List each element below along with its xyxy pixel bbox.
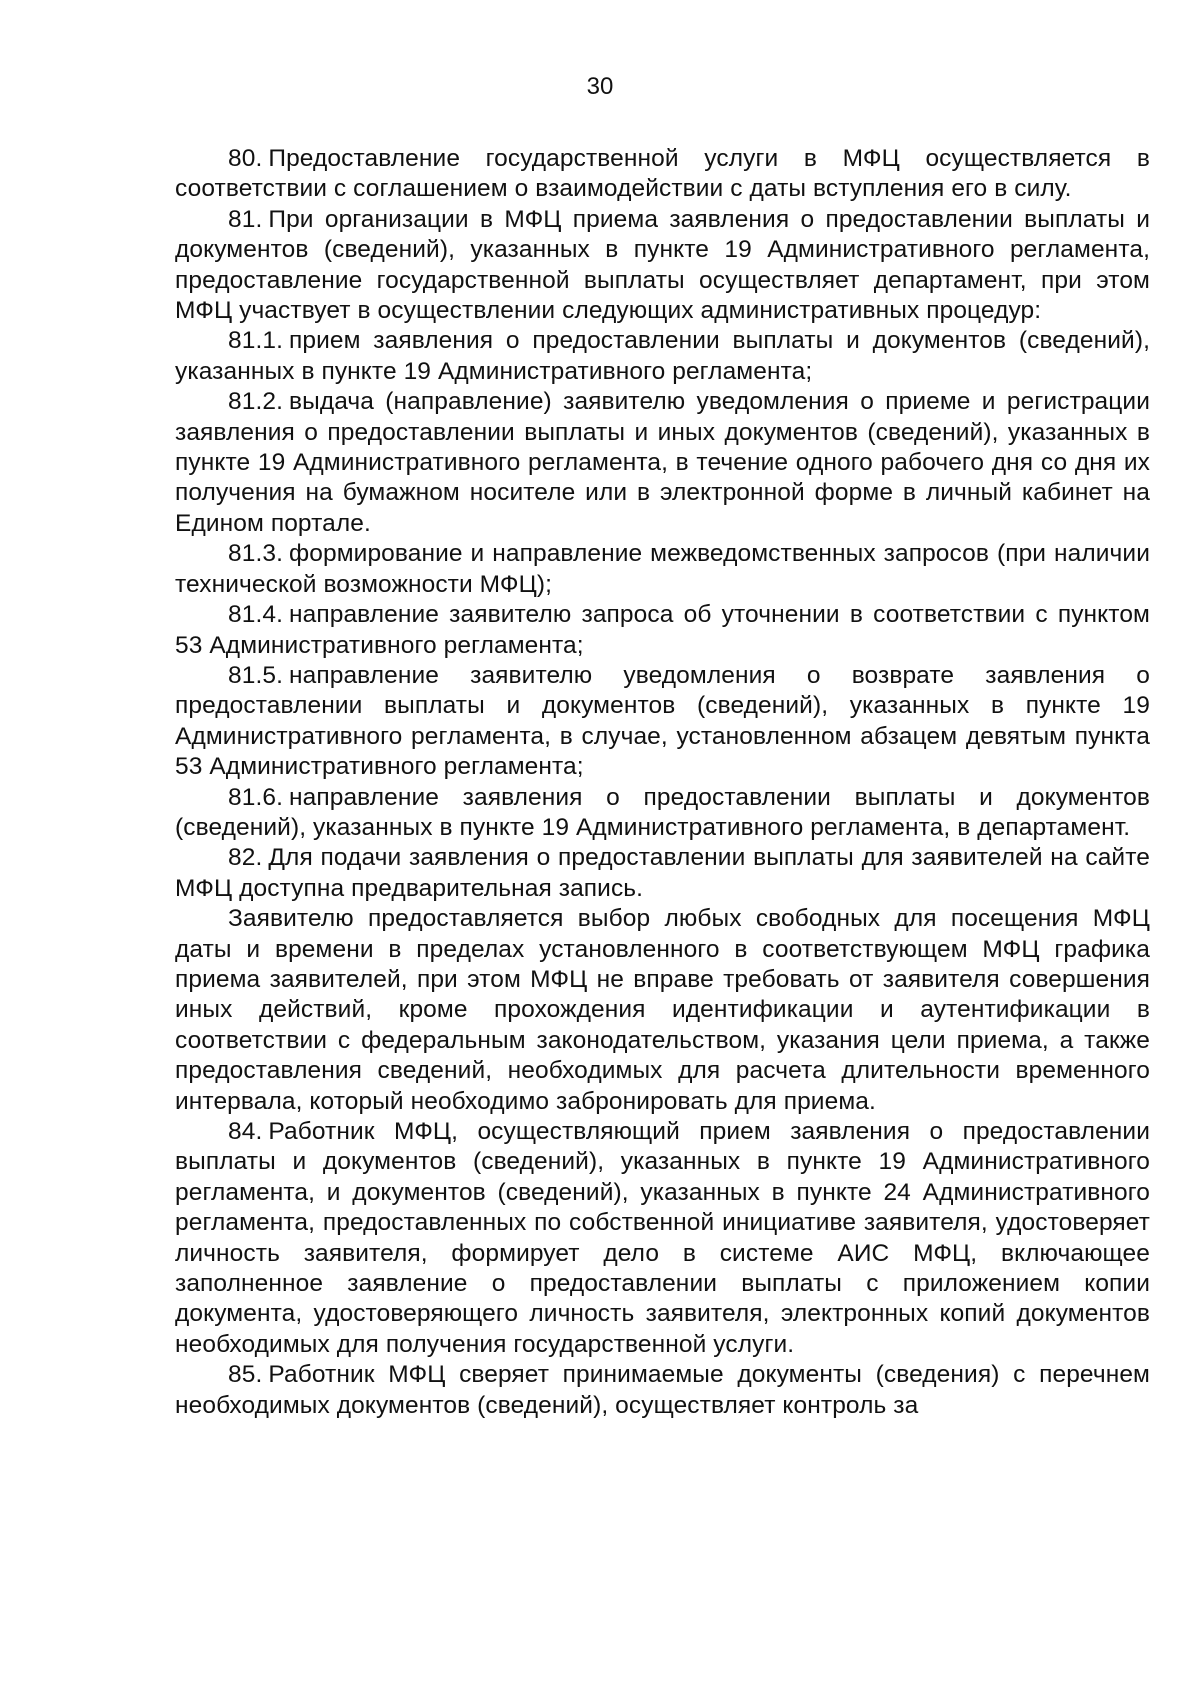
paragraph-text: прием заявления о предоставлении выплаты и документов (сведений), указанных в пункте 19 Административного регламента;	[175, 327, 1150, 385]
document-body	[175, 144, 1150, 1421]
paragraph-number: 81.6.	[228, 783, 283, 811]
paragraph-81-3	[175, 539, 1150, 600]
paragraph-number: 81.2.	[228, 388, 283, 416]
paragraph-number: 85.	[228, 1361, 263, 1389]
paragraph-81-1	[175, 326, 1150, 387]
paragraph-text: Для подачи заявления о предоставлении выплаты для заявителей на сайте МФЦ доступна предварительная запись.	[175, 844, 1150, 902]
paragraph-84	[175, 1117, 1150, 1360]
paragraph-80	[175, 144, 1150, 205]
paragraph-number: 80.	[228, 145, 263, 172]
paragraph-81-4	[175, 600, 1150, 661]
paragraph-text: направление заявления о предоставлении выплаты и документов (сведений), указанных в пункте 19 Административного регламента, в департамент.	[175, 783, 1150, 841]
paragraph-81-2	[175, 387, 1150, 539]
paragraph-number: 81.3.	[228, 540, 283, 568]
paragraph-85	[175, 1360, 1150, 1421]
paragraph-number: 81.5.	[228, 661, 283, 689]
paragraph-text: Заявителю предоставляется выбор любых свободных для посещения МФЦ даты и времени в пределах установленного в соответствующем МФЦ графика приема заявителей, при этом МФЦ не вправе требовать от заявителя совершения иных действий, кроме прохождения идентификации и аутентификации в соответствии с федеральным законодательством, указания цели приема, а также предоставления сведений, необходимых для расчета длительности временного интервала, который необходимо забронировать для приема.	[175, 905, 1150, 1115]
paragraph-81	[175, 205, 1150, 327]
paragraph-text: Работник МФЦ, осуществляющий прием заявления о предоставлении выплаты и документов (сведений), указанных в пункте 19 Административного регламента, и документов (сведений), указанных в пункте 24 Административного регламента, предоставленных по собственной инициативе заявителя, удостоверяет личность заявителя, формирует дело в системе АИС МФЦ, включающее заполненное заявление о предоставлении выплаты с приложением копии документа, удостоверяющего личность заявителя, электронных копий документов необходимых для получения государственной услуги.	[175, 1118, 1150, 1358]
paragraph-number: 84.	[228, 1118, 263, 1145]
paragraph-text: Работник МФЦ сверяет принимаемые документы (сведения) с перечнем необходимых документов (сведений), осуществляет контроль за	[175, 1361, 1150, 1419]
paragraph-text: Предоставление государственной услуги в МФЦ осуществляется в соответствии с соглашением о взаимодействии с даты вступления его в силу.	[175, 145, 1150, 203]
paragraph-text: выдача (направление) заявителю уведомления о приеме и регистрации заявления о предоставлении выплаты и иных документов (сведений), указанных в пункте 19 Административного регламента, в течение одного рабочего дня со дня их получения на бумажном носителе или в электронной форме в личный кабинет на Едином портале.	[175, 388, 1150, 537]
paragraph-number: 82.	[228, 844, 263, 872]
paragraph-81-6	[175, 783, 1150, 844]
paragraph-text: направление заявителю уведомления о возврате заявления о предоставлении выплаты и документов (сведений), указанных в пункте 19 Административного регламента, в случае, установленном абзацем девятым пункта 53 Административного регламента;	[175, 661, 1150, 781]
paragraph-number: 81.1.	[228, 327, 283, 355]
paragraph-text: направление заявителю запроса об уточнении в соответствии с пунктом 53 Административного регламента;	[175, 601, 1150, 659]
paragraph-number: 81.	[228, 205, 263, 233]
paragraph-81-5	[175, 661, 1150, 783]
paragraph-82-continued	[175, 904, 1150, 1117]
paragraph-text: При организации в МФЦ приема заявления о предоставлении выплаты и документов (сведений), указанных в пункте 19 Административного регламента, предоставление государственной выплаты осуществляет департамент, при этом МФЦ участвует в осуществлении следующих административных процедур:	[175, 205, 1150, 325]
paragraph-82	[175, 843, 1150, 904]
paragraph-text: формирование и направление межведомственных запросов (при наличии технической возможности МФЦ);	[175, 540, 1150, 598]
paragraph-number: 81.4.	[228, 601, 283, 629]
page-number: 30	[586, 73, 614, 100]
